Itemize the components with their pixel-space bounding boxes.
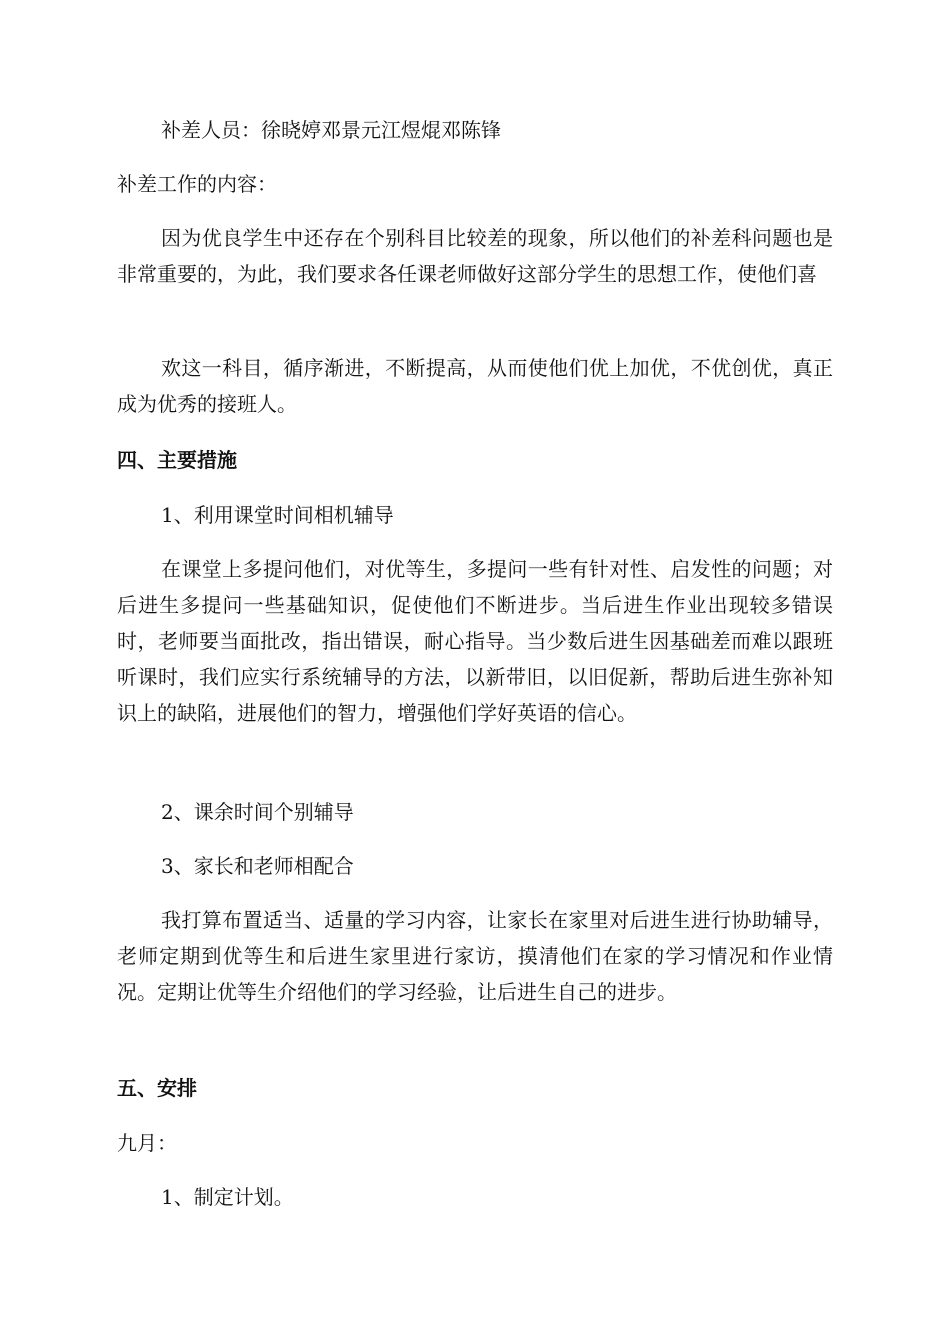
list-item-measure-3: 3、家长和老师相配合: [161, 854, 354, 878]
paragraph-measure-1-detail: 在课堂上多提问他们，对优等生，多提问一些有针对性、启发性的问题；对后进生多提问一些基础知识，促使他们不断进步。当后进生作业出现较多错误时，老师要当面批改，指出错误，耐心指导。当少数后进生因基础差而难以跟班听课时，我们应实行系统辅导的方法，以新带旧，以旧促新，帮助后进生弥补知识上的缺陷，进展他们的智力，增强他们学好英语的信心。: [117, 557, 833, 725]
paragraph-remedial-staff: 补差人员：徐晓婷邓景元江煜焜邓陈锋: [161, 118, 501, 142]
paragraph-remedial-content-cont: 欢这一科目，循序渐进，不断提高，从而使他们优上加优，不优创优，真正成为优秀的接班人。: [117, 356, 833, 416]
section-heading-schedule: 五、安排: [117, 1076, 197, 1100]
paragraph-month-september: 九月：: [117, 1131, 177, 1155]
list-item-measure-2: 2、课余时间个别辅导: [161, 800, 354, 824]
list-item-measure-1: 1、利用课堂时间相机辅导: [161, 503, 394, 527]
paragraph-measure-3-detail: 我打算布置适当、适量的学习内容，让家长在家里对后进生进行协助辅导，老师定期到优等生和后进生家里进行家访，摸清他们在家的学习情况和作业情况。定期让优等生介绍他们的学习经验，让后进生自己的进步。: [117, 908, 833, 1004]
paragraph-remedial-content: 因为优良学生中还存在个别科目比较差的现象，所以他们的补差科问题也是非常重要的，为此，我们要求各任课老师做好这部分学生的思想工作，使他们喜: [117, 226, 833, 286]
list-item-make-plan: 1、制定计划。: [161, 1185, 294, 1209]
paragraph-remedial-content-label: 补差工作的内容：: [117, 172, 277, 196]
section-heading-measures: 四、主要措施: [117, 448, 237, 472]
